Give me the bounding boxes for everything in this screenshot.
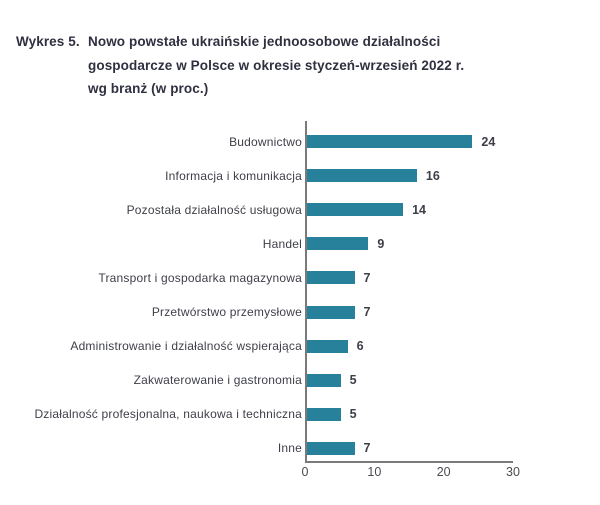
category-label: Informacja i komunikacja (165, 168, 302, 183)
bar (306, 306, 355, 319)
bar-rows (0, 121, 600, 465)
category-label: Administrowanie i działalność wspierająca (70, 339, 302, 354)
value-label: 9 (377, 236, 385, 251)
x-tick-label: 10 (367, 465, 382, 479)
bar-row (0, 159, 600, 193)
chart-title-prefix: Wykres 5. (16, 34, 80, 49)
bar (306, 340, 348, 353)
bar-chart (0, 121, 600, 486)
value-label: 14 (412, 202, 426, 217)
value-label: 5 (349, 373, 357, 388)
x-tick-label: 30 (506, 465, 520, 479)
value-label: 7 (363, 305, 371, 320)
bar-row (0, 193, 600, 227)
bar-row (0, 363, 600, 397)
bar (306, 135, 472, 148)
value-label: 24 (481, 134, 496, 149)
value-label: 5 (349, 407, 357, 422)
bar-row (0, 329, 600, 363)
bar (306, 271, 355, 284)
category-label: Handel (262, 236, 302, 251)
category-label: Pozostała działalność usługowa (126, 202, 302, 217)
bar-row (0, 397, 600, 431)
chart-title (16, 30, 464, 101)
value-label: 16 (425, 168, 440, 183)
bar (306, 408, 341, 421)
category-label: Transport i gospodarka magazynowa (98, 270, 302, 285)
category-label: Inne (277, 441, 302, 456)
category-label: Budownictwo (229, 134, 302, 149)
chart-title-line: Nowo powstałe ukraińskie jednoosobowe działalności (88, 34, 441, 49)
bar (306, 442, 355, 455)
value-label: 7 (363, 270, 371, 285)
value-label: 7 (363, 441, 371, 456)
chart-title-line: wg branż (w proc.) (88, 81, 209, 96)
x-tick-label: 20 (436, 465, 451, 479)
category-label: Zakwaterowanie i gastronomia (133, 373, 302, 388)
category-label: Przetwórstwo przemysłowe (151, 305, 302, 320)
category-label: Działalność profesjonalna, naukowa i techniczna (34, 407, 302, 422)
bar-row (0, 227, 600, 261)
chart-title-text (88, 30, 464, 101)
y-axis-line (305, 121, 307, 463)
chart-title-line: gospodarcze w Polsce w okresie styczeń-wrzesień 2022 r. (88, 57, 465, 73)
bar-row (0, 125, 600, 159)
bar-row (0, 295, 600, 329)
x-axis-line (305, 461, 513, 463)
bar (306, 203, 403, 216)
bar (306, 374, 341, 387)
bar (306, 237, 368, 250)
value-label: 6 (356, 339, 364, 354)
bar-row (0, 261, 600, 295)
bar (306, 169, 417, 182)
x-tick-label: 0 (301, 465, 309, 479)
